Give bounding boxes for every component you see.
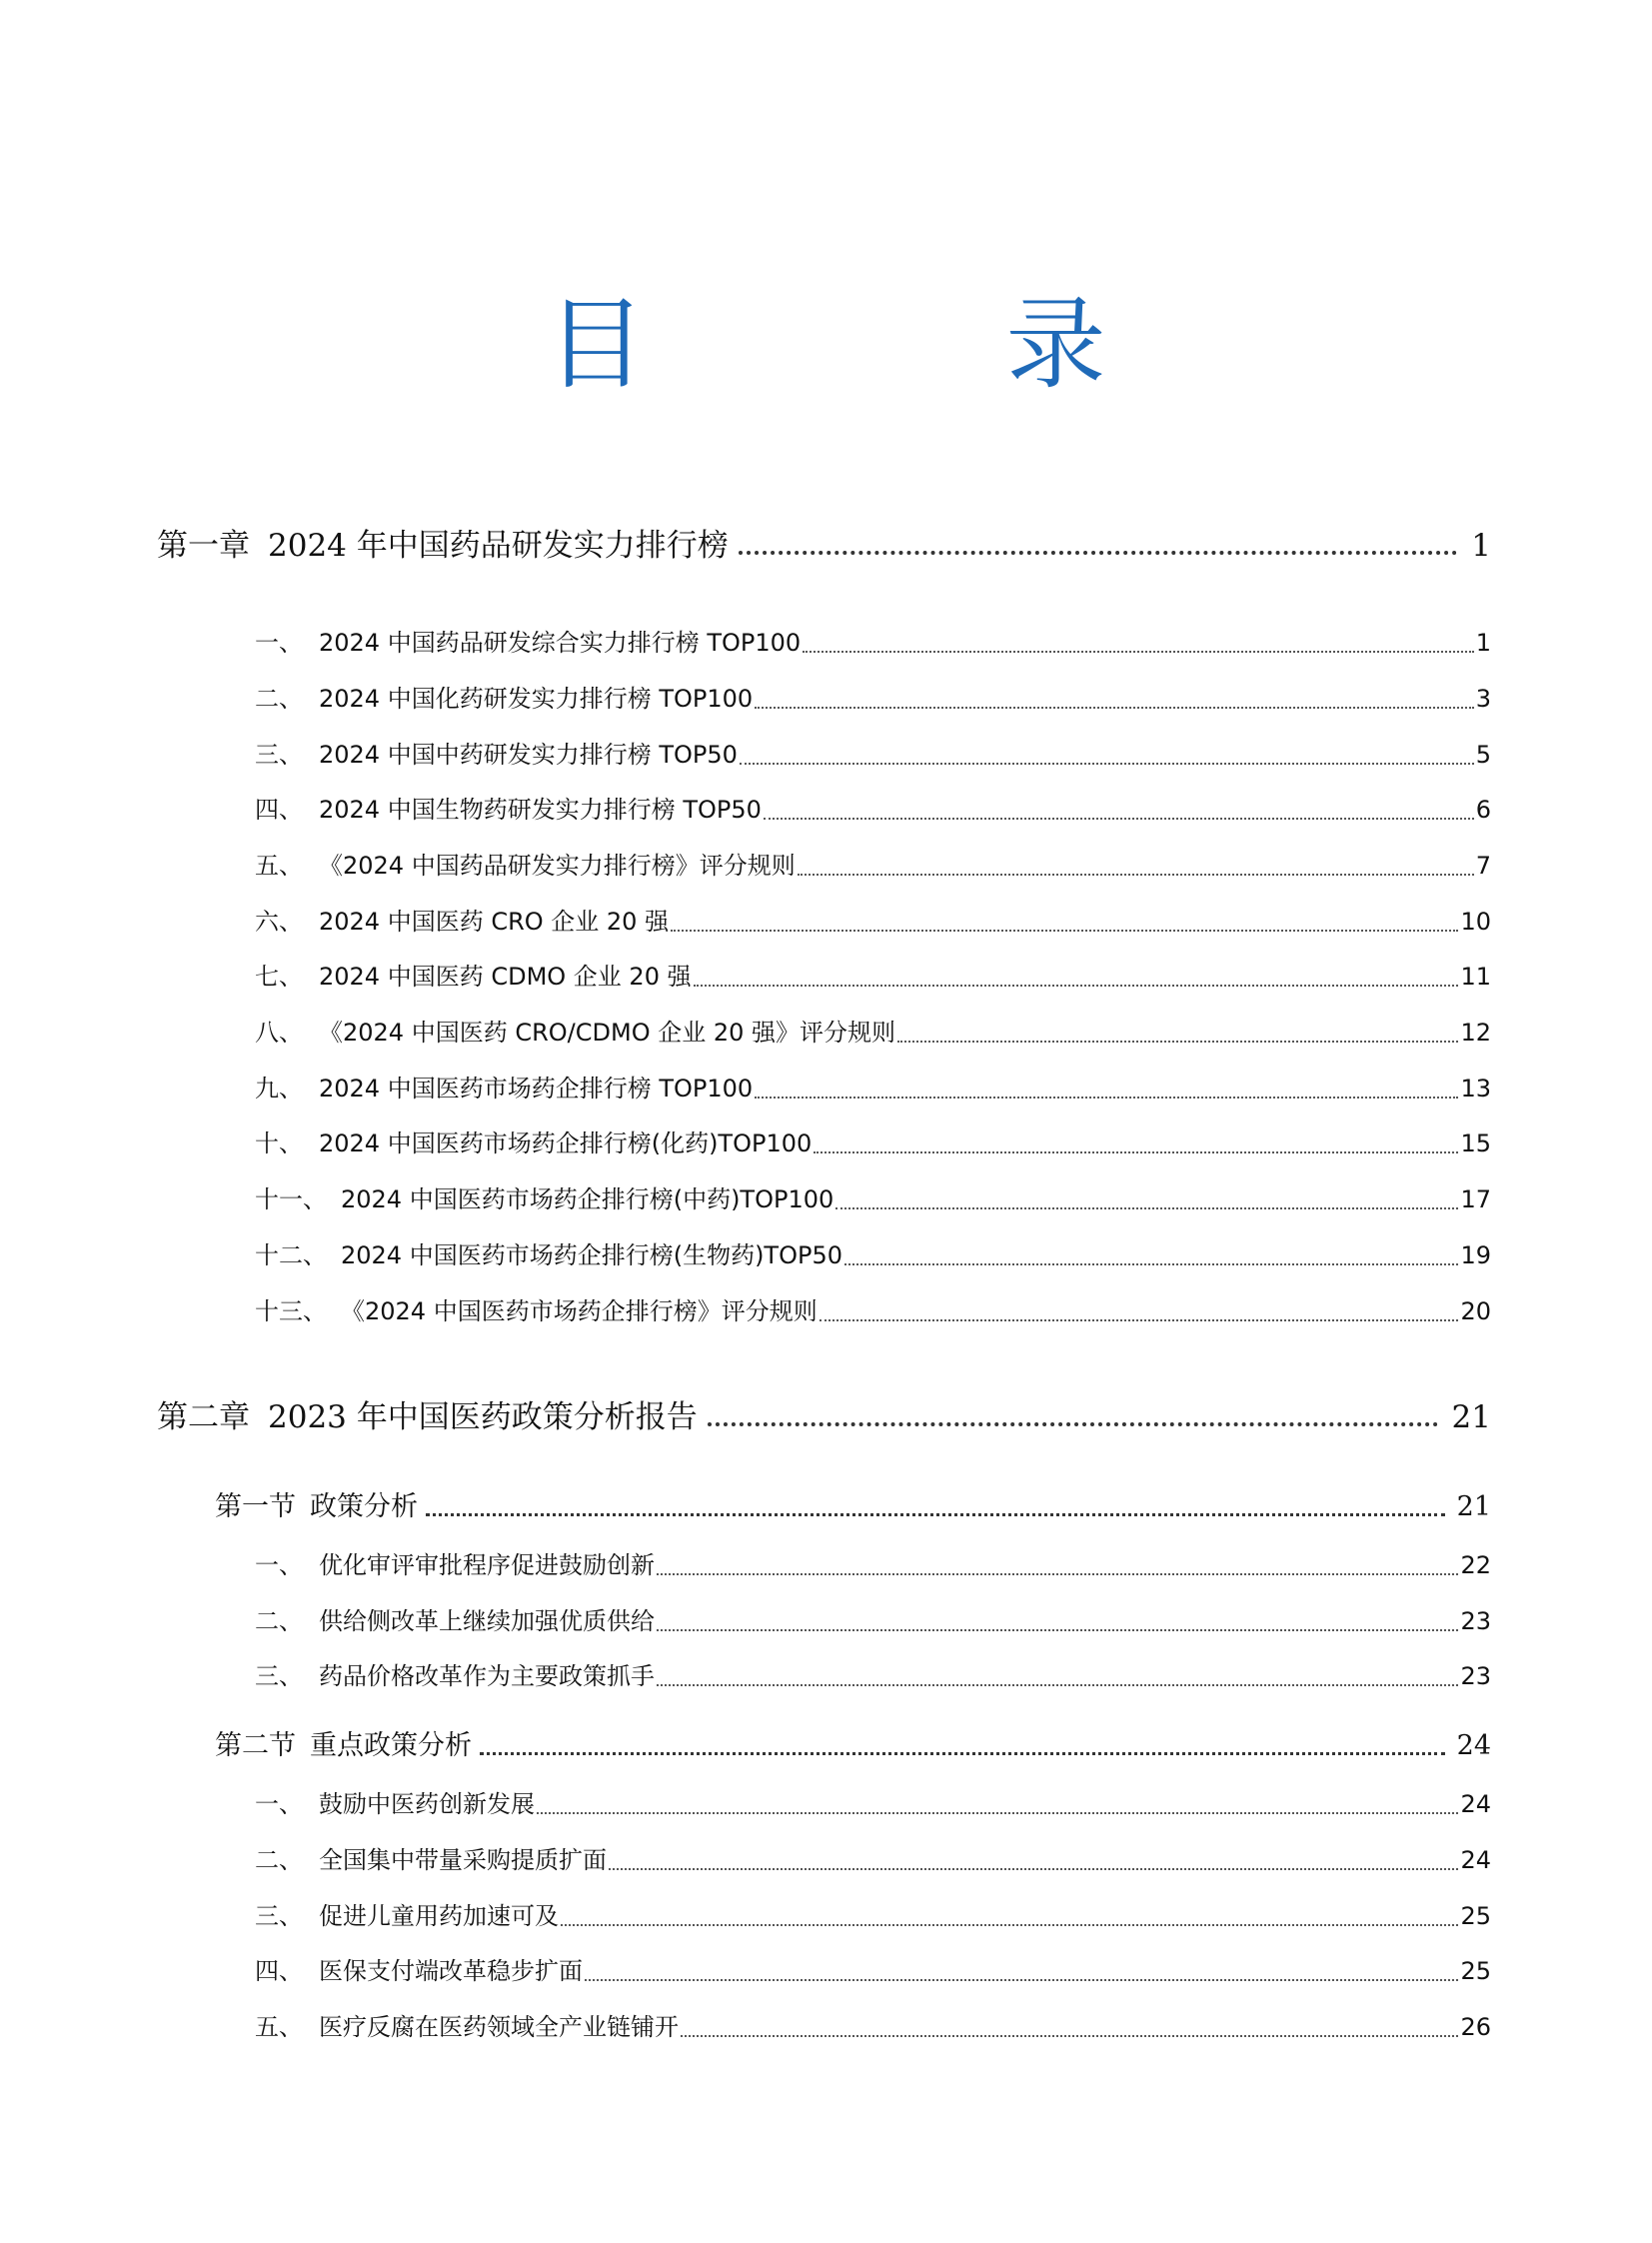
toc-page-number: 1 (1475, 629, 1491, 657)
toc-item-number: 五、 (255, 852, 303, 880)
toc-item[interactable] (255, 1235, 1491, 1271)
toc-item-number: 三、 (255, 741, 303, 769)
toc-dot-leader (820, 1319, 1459, 1321)
toc-item-label: 2024 中国医药市场药企排行榜(生物药)TOP50 (341, 1241, 842, 1269)
toc-item-label: 供给侧改革上继续加强优质供给 (319, 1607, 655, 1635)
toc-item-number: 四、 (255, 796, 303, 824)
toc-section-number: 第二节 (215, 1730, 296, 1761)
toc-item[interactable] (255, 1545, 1491, 1581)
toc-page-number: 22 (1460, 1551, 1491, 1579)
toc-dot-leader (755, 1097, 1458, 1099)
toc-item-label: 2024 中国化药研发实力排行榜 TOP100 (319, 685, 754, 713)
toc-item-label: 《2024 中国药品研发实力排行榜》评分规则 (319, 852, 796, 880)
toc-page-number: 25 (1460, 1902, 1491, 1930)
toc-dot-leader (755, 707, 1474, 709)
toc-page-number: 26 (1460, 2013, 1491, 2041)
toc-item[interactable] (255, 2007, 1491, 2043)
toc-item-label: 《2024 中国医药 CRO/CDMO 企业 20 强》评分规则 (319, 1019, 896, 1047)
toc-section-1[interactable] (215, 1484, 1491, 1524)
toc-item[interactable] (255, 679, 1491, 715)
toc-item-number: 十一、 (255, 1185, 327, 1213)
toc-item-label: 2024 中国生物药研发实力排行榜 TOP50 (319, 796, 762, 824)
toc-item-number: 八、 (255, 1019, 303, 1047)
toc-item[interactable] (255, 1840, 1491, 1876)
toc-item-label: 2024 中国医药市场药企排行榜 TOP100 (319, 1075, 754, 1103)
toc-dot-leader (681, 2035, 1458, 2037)
toc-dot-leader (739, 551, 1458, 555)
toc-item-number: 三、 (255, 1902, 303, 1930)
toc-item[interactable] (255, 1013, 1491, 1049)
toc-item-label: 药品价格改革作为主要政策抓手 (319, 1662, 655, 1690)
toc-dot-leader (835, 1207, 1458, 1209)
toc-dot-leader (585, 1979, 1458, 1981)
toc-item[interactable] (255, 1069, 1491, 1105)
page-title: 目 录 (546, 286, 1236, 403)
toc-item[interactable] (255, 1784, 1491, 1820)
toc-page-number: 21 (1456, 1491, 1491, 1522)
toc-item[interactable] (255, 1123, 1491, 1159)
toc-item-label: 2024 中国医药市场药企排行榜(化药)TOP100 (319, 1129, 813, 1157)
toc-dot-leader (480, 1752, 1445, 1755)
toc-item[interactable] (255, 1951, 1491, 1987)
toc-dot-leader (708, 1422, 1438, 1426)
toc-item-number: 七、 (255, 963, 303, 991)
toc-page-number: 15 (1460, 1129, 1491, 1157)
toc-item-label: 2024 中国医药 CRO 企业 20 强 (319, 908, 670, 936)
toc-page-number: 19 (1460, 1241, 1491, 1269)
toc-item-label: 2024 中国医药市场药企排行榜(中药)TOP100 (341, 1185, 834, 1213)
toc-page-number: 25 (1460, 1957, 1491, 1985)
toc-item-label: 2024 中国中药研发实力排行榜 TOP50 (319, 741, 738, 769)
toc-page-number: 24 (1456, 1730, 1491, 1761)
toc-dot-leader (764, 818, 1474, 820)
toc-item-number: 六、 (255, 908, 303, 936)
toc-item-label: 全国集中带量采购提质扩面 (319, 1846, 607, 1874)
toc-chapter-number: 第一章 (157, 528, 250, 564)
toc-page-number: 7 (1475, 852, 1491, 880)
toc-chapter-number: 第二章 (157, 1399, 250, 1435)
toc-dot-leader (740, 763, 1474, 765)
toc-page-number: 12 (1460, 1019, 1491, 1047)
toc-dot-leader (561, 1924, 1458, 1926)
toc-item[interactable] (255, 902, 1491, 938)
toc-item-number: 一、 (255, 1790, 303, 1818)
toc-section-label: 政策分析 (310, 1491, 418, 1522)
toc-item-label: 医疗反腐在医药领域全产业链铺开 (319, 2013, 679, 2041)
toc-item[interactable] (255, 790, 1491, 826)
toc-item[interactable] (255, 1896, 1491, 1932)
toc-page-number: 11 (1460, 963, 1491, 991)
toc-dot-leader (844, 1263, 1458, 1265)
toc-section-2[interactable] (215, 1723, 1491, 1763)
toc-chapter-1[interactable] (157, 520, 1491, 564)
toc-dot-leader (814, 1151, 1458, 1153)
toc-item-label: 2024 中国药品研发综合实力排行榜 TOP100 (319, 629, 802, 657)
toc-item-label: 《2024 中国医药市场药企排行榜》评分规则 (341, 1297, 818, 1325)
toc-page-number: 3 (1475, 685, 1491, 713)
toc-item[interactable] (255, 623, 1491, 659)
toc-page-number: 20 (1460, 1297, 1491, 1325)
toc-page-number: 24 (1460, 1846, 1491, 1874)
toc-chapter-label: 2024 年中国药品研发实力排行榜 (268, 528, 729, 564)
toc-page-number: 6 (1475, 796, 1491, 824)
toc-page-number: 17 (1460, 1185, 1491, 1213)
toc-page-number: 10 (1460, 908, 1491, 936)
toc-page-number: 1 (1471, 528, 1491, 564)
toc-page-number: 21 (1451, 1399, 1491, 1435)
toc-item-number: 二、 (255, 1607, 303, 1635)
toc-item-number: 一、 (255, 1551, 303, 1579)
toc-dot-leader (897, 1041, 1458, 1043)
toc-item-number: 九、 (255, 1075, 303, 1103)
toc-item-number: 一、 (255, 629, 303, 657)
toc-dot-leader (657, 1684, 1458, 1686)
toc-item-number: 三、 (255, 1662, 303, 1690)
toc-chapter-2[interactable] (157, 1391, 1491, 1435)
toc-page-number: 13 (1460, 1075, 1491, 1103)
toc-item-number: 四、 (255, 1957, 303, 1985)
toc-dot-leader (609, 1868, 1458, 1870)
toc-section-number: 第一节 (215, 1491, 296, 1522)
toc-item-number: 十二、 (255, 1241, 327, 1269)
toc-item-number: 五、 (255, 2013, 303, 2041)
toc-item-label: 2024 中国医药 CDMO 企业 20 强 (319, 963, 692, 991)
toc-chapter-label: 2023 年中国医药政策分析报告 (268, 1399, 698, 1435)
toc-dot-leader (798, 874, 1474, 876)
toc-item-number: 二、 (255, 1846, 303, 1874)
toc-page-number: 5 (1475, 741, 1491, 769)
toc-page-number: 23 (1460, 1607, 1491, 1635)
toc-item-label: 鼓励中医药创新发展 (319, 1790, 535, 1818)
toc-dot-leader (537, 1812, 1458, 1814)
toc-item[interactable] (255, 1179, 1491, 1215)
toc-item[interactable] (255, 1291, 1491, 1327)
toc-item-label: 医保支付端改革稳步扩面 (319, 1957, 583, 1985)
toc-dot-leader (694, 985, 1459, 987)
toc-page-number: 24 (1460, 1790, 1491, 1818)
toc-section-label: 重点政策分析 (310, 1730, 472, 1761)
toc-item[interactable] (255, 957, 1491, 993)
toc-item-number: 十三、 (255, 1297, 327, 1325)
toc-page-number: 23 (1460, 1662, 1491, 1690)
toc-item-number: 二、 (255, 685, 303, 713)
toc-dot-leader (657, 1629, 1458, 1631)
toc-dot-leader (657, 1573, 1458, 1575)
toc-item[interactable] (255, 735, 1491, 771)
toc-dot-leader (671, 930, 1458, 932)
toc-item-label: 促进儿童用药加速可及 (319, 1902, 559, 1930)
toc-item[interactable] (255, 846, 1491, 882)
toc-item[interactable] (255, 1601, 1491, 1637)
toc-dot-leader (426, 1513, 1445, 1516)
toc-item-label: 优化审评审批程序促进鼓励创新 (319, 1551, 655, 1579)
toc-item[interactable] (255, 1656, 1491, 1692)
toc-dot-leader (803, 651, 1474, 653)
toc-item-number: 十、 (255, 1129, 303, 1157)
